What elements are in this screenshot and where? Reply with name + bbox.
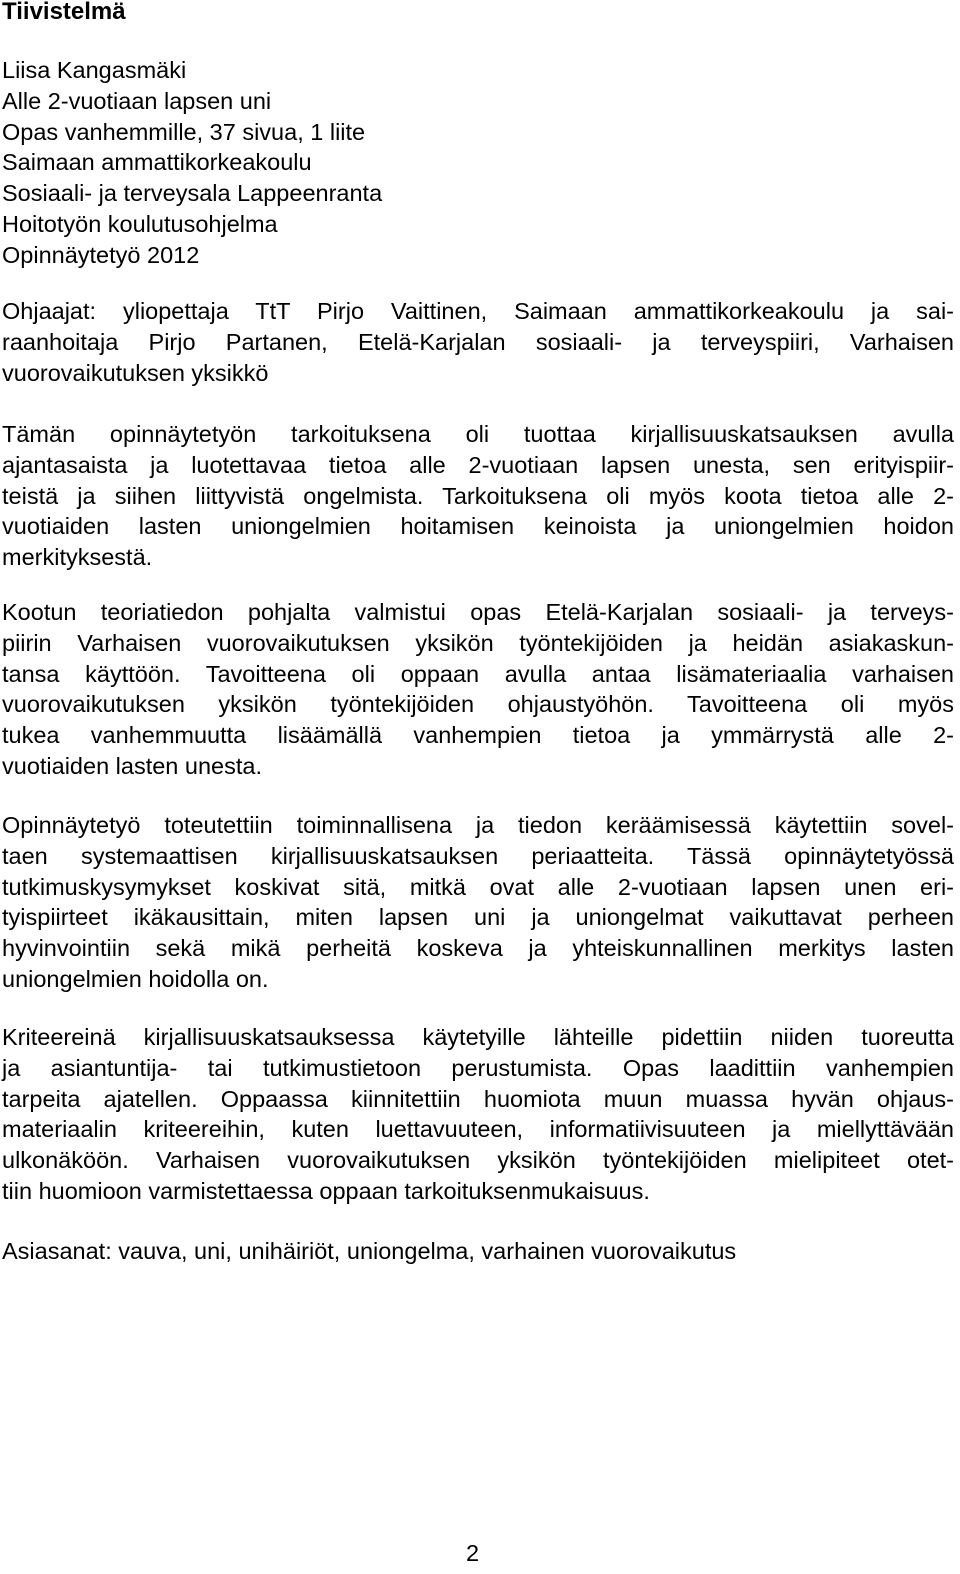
text-line: tarpeita ajatellen. Oppaassa kiinnitettiin huomiota muun muassa hyvän ohjaus-	[2, 1085, 954, 1112]
keywords-paragraph	[2, 1236, 954, 1267]
author-name: Liisa Kangasmäki	[2, 57, 187, 83]
text-line: piirin Varhaisen vuorovaikutuksen yksikön työntekijöiden ja heidän asiakaskun-	[2, 629, 954, 656]
text-line: vuorovaikutuksen yksikön työntekijöiden ohjaustyöhön. Tavoitteena oli myös	[2, 691, 954, 718]
text-line: taen systemaattisen kirjallisuuskatsauksen periaatteita. Tässä opinnäytetyössä	[2, 842, 954, 869]
text-line: merkityksestä.	[2, 544, 153, 571]
degree-programme: Hoitotyön koulutusohjelma	[2, 210, 278, 237]
text-line: tyispiirteet ikäkausittain, miten lapsen uni ja uniongelmat vaikuttavat perheen	[2, 904, 954, 931]
text-line: Kootun teoriatiedon pohjalta valmistui opas Etelä-Karjalan sosiaali- ja terveys-	[2, 599, 954, 625]
text-line: tukea vanhemmuutta lisäämällä vanhempien tietoa ja ymmärrystä alle 2-	[2, 722, 954, 749]
text-line: vuorovaikutuksen yksikkö	[2, 359, 269, 386]
page-number: 2	[466, 1540, 480, 1566]
text-line: hyvinvointiin sekä mikä perheitä koskeva ja yhteiskunnallinen merkitys lasten	[2, 935, 954, 962]
text-line: ulkonäköön. Varhaisen vuorovaikutuksen yksikön työntekijöiden mielipiteet otet-	[2, 1147, 954, 1174]
text-line: teistä ja siihen liittyvistä ongelmista. Tarkoituksena oli myös koota tietoa alle 2-	[2, 482, 954, 509]
text-line: Kriteereinä kirjallisuuskatsauksessa käytetyille lähteille pidettiin niiden tuoreutta	[2, 1024, 954, 1050]
faculty-location: Sosiaali- ja terveysala Lappeenranta	[2, 180, 383, 207]
text-line: uniongelmien hoidolla on.	[2, 965, 269, 992]
institution-name: Saimaan ammattikorkeakoulu	[2, 149, 312, 176]
text-line: materiaalin kriteereihin, kuten luettavuuteen, informatiivisuuteen ja miellyttävään	[2, 1116, 954, 1143]
text-line: vuotiaiden lasten unesta.	[2, 752, 262, 779]
keywords-line: Asiasanat: vauva, uni, unihäiriöt, uniongelma, varhainen vuorovaikutus	[2, 1238, 737, 1264]
text-line: Tämän opinnäytetyön tarkoituksena oli tuottaa kirjallisuuskatsauksen avulla	[2, 421, 954, 447]
thesis-extent: Opas vanhemmille, 37 sivua, 1 liite	[2, 118, 366, 145]
thesis-info-block	[2, 55, 954, 271]
criteria-paragraph	[2, 1022, 954, 1207]
thesis-year: Opinnäytetyö 2012	[2, 241, 200, 268]
guide-paragraph	[2, 597, 954, 782]
text-line: ajantasaista ja luotettavaa tietoa alle 2-vuotiaan lapsen unesta, sen erityispiir-	[2, 451, 954, 478]
method-paragraph	[2, 810, 954, 995]
text-line: raanhoitaja Pirjo Partanen, Etelä-Karjalan sosiaali- ja terveyspiiri, Varhaisen	[2, 328, 954, 355]
text-line: Opinnäytetyö toteutettiin toiminnallisena ja tiedon keräämisessä käytettiin sovel-	[2, 812, 954, 838]
text-line: tutkimuskysymykset koskivat sitä, mitkä ovat alle 2-vuotiaan lapsen unen eri-	[2, 873, 954, 900]
supervisors-paragraph	[2, 296, 954, 388]
text-line: vuotiaiden lasten uniongelmien hoitamisen keinoista ja uniongelmien hoidon	[2, 513, 954, 540]
page-title: Tiivistelmä	[2, 0, 126, 25]
text-line: Ohjaajat: yliopettaja TtT Pirjo Vaittinen, Saimaan ammattikorkeakoulu ja sai-	[2, 298, 954, 324]
text-line: tansa käyttöön. Tavoitteena oli oppaan avulla antaa lisämateriaalia varhaisen	[2, 660, 954, 687]
purpose-paragraph	[2, 419, 954, 573]
text-line: ja asiantuntija- tai tutkimustietoon perustumista. Opas laadittiin vanhempien	[2, 1054, 954, 1081]
thesis-title: Alle 2-vuotiaan lapsen uni	[2, 87, 272, 114]
text-line: tiin huomioon varmistettaessa oppaan tarkoituksenmukaisuus.	[2, 1177, 650, 1204]
